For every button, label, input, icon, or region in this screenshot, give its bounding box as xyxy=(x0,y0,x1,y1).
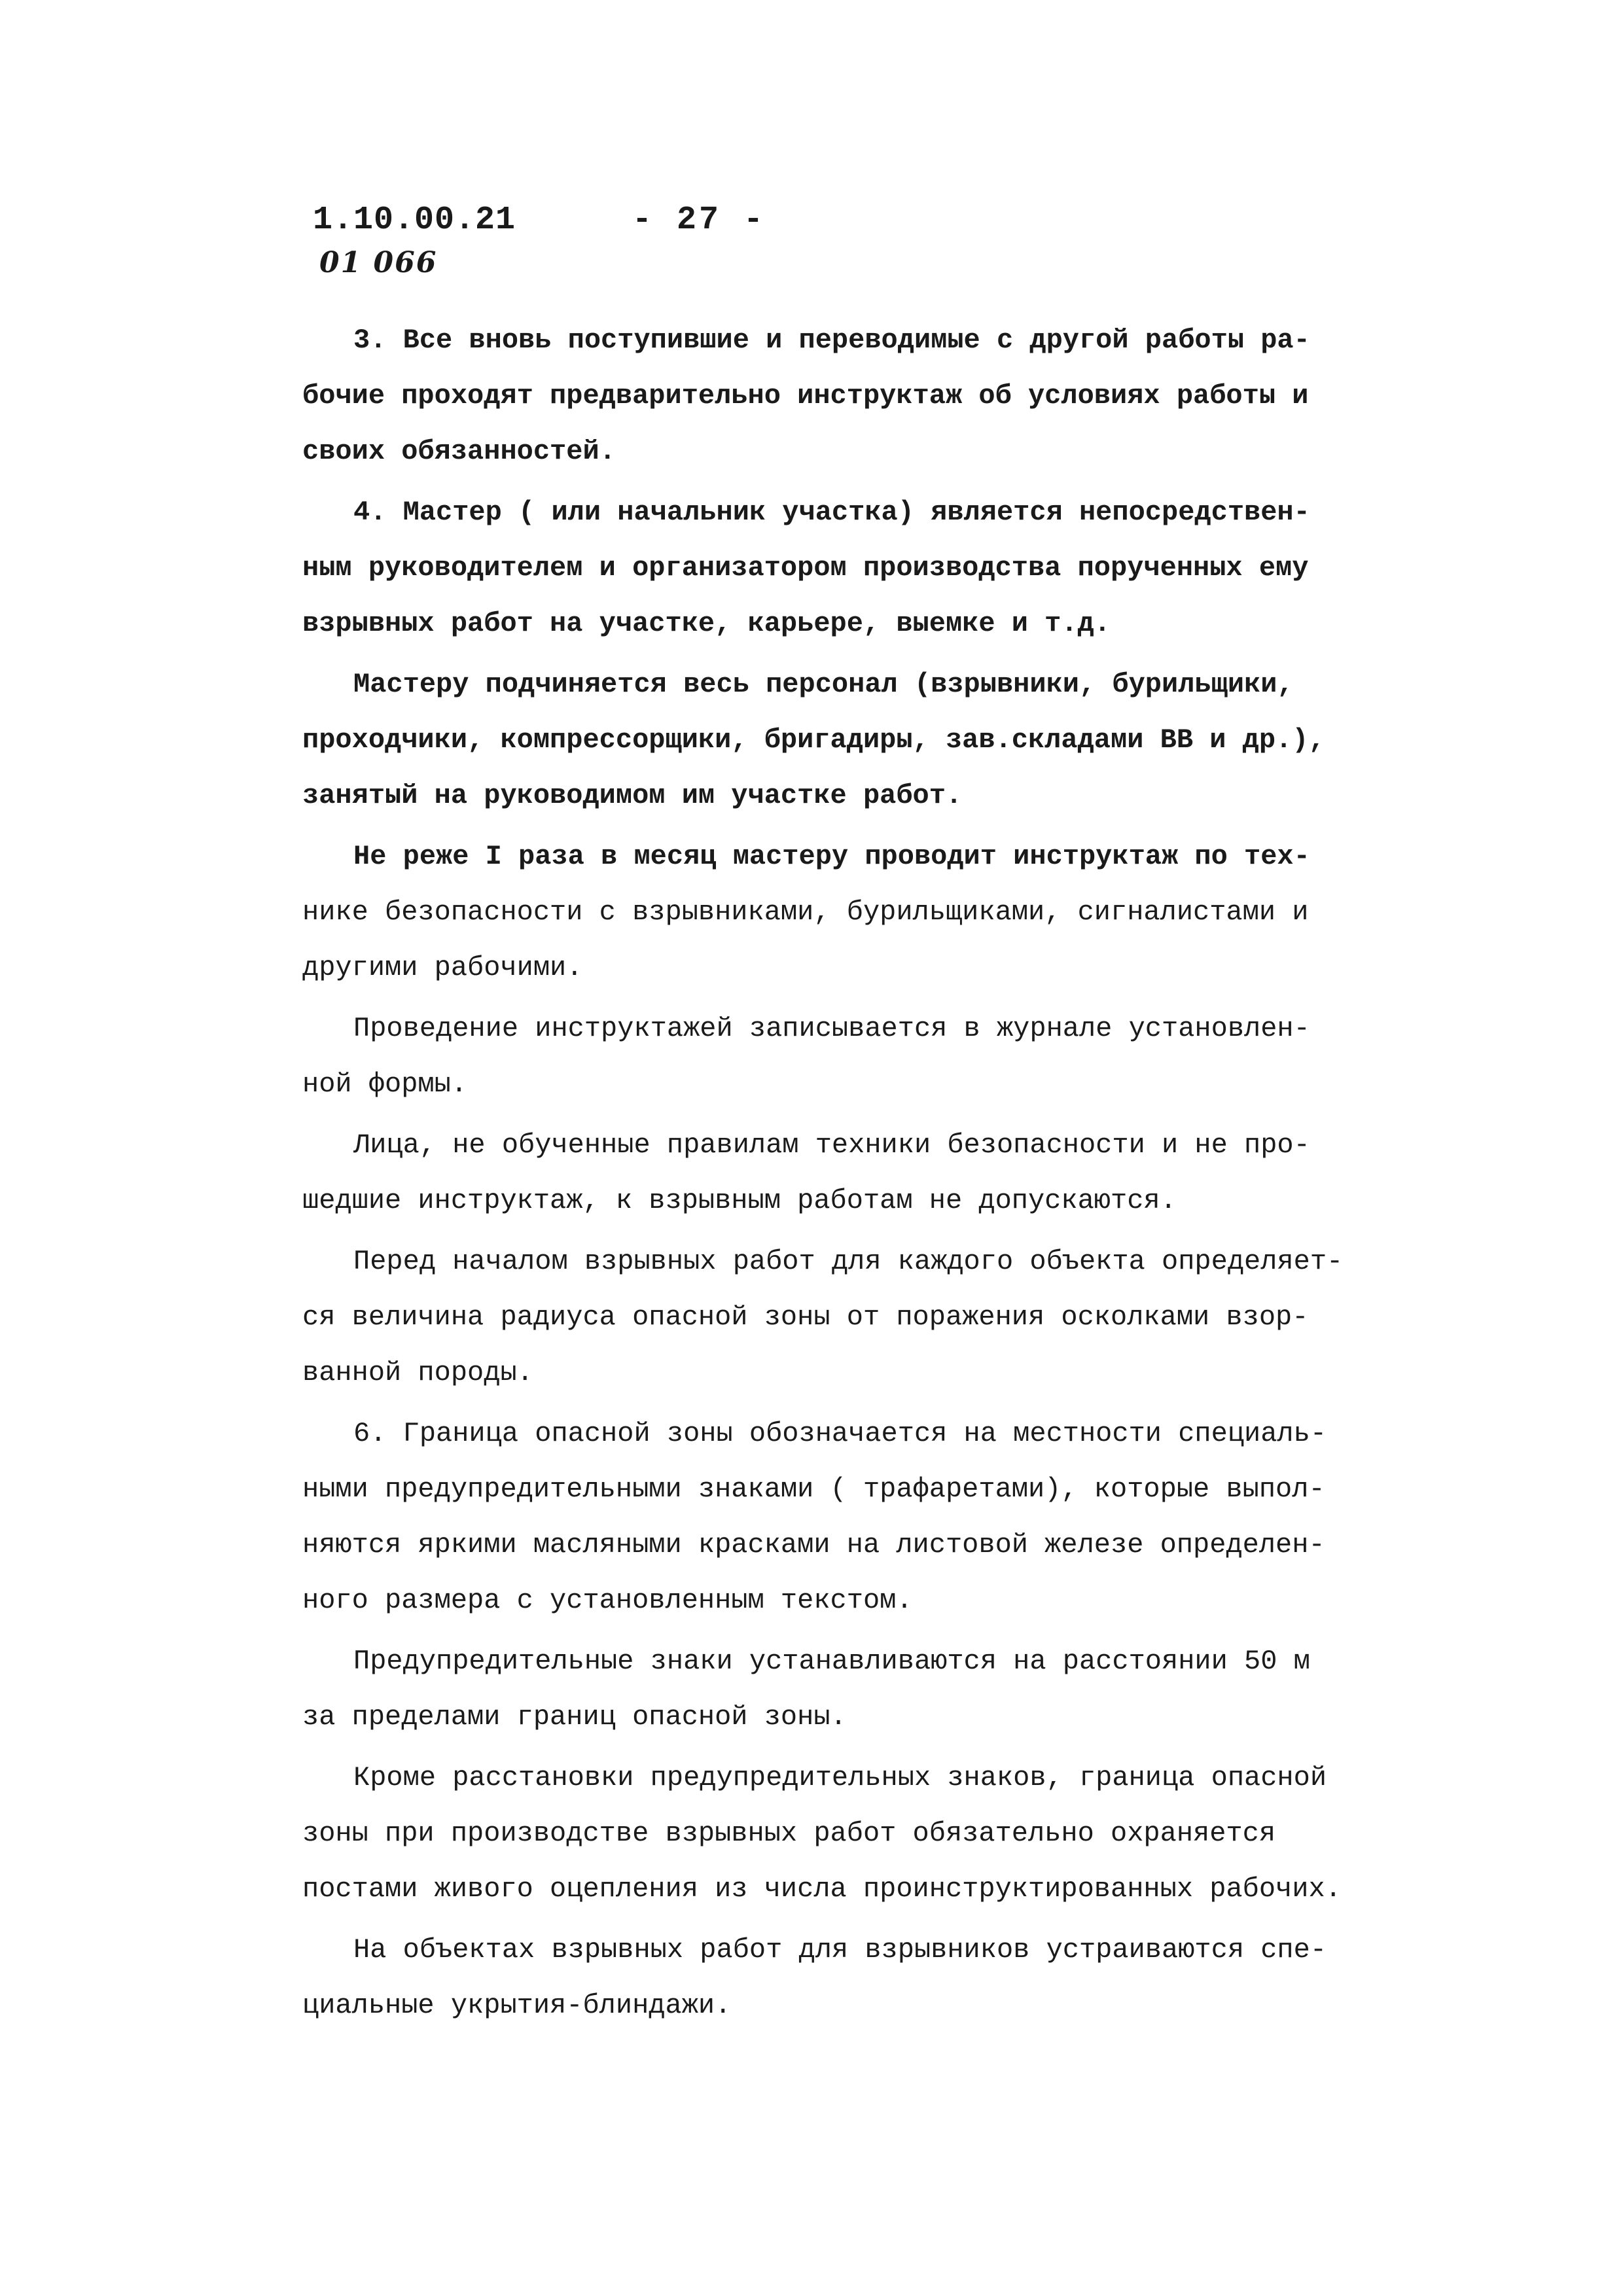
text-line: Предупредительные знаки устанавливаются на расстоянии 50 м xyxy=(353,1646,1310,1677)
text-line: ного размера с установленным текстом. xyxy=(302,1585,913,1616)
document-code: 1.10.00.21 xyxy=(313,202,516,239)
text-line: ным руководителем и организатором производства порученных ему xyxy=(302,552,1309,584)
text-line: постами живого оцепления из числа проинструктированных рабочих. xyxy=(302,1873,1342,1905)
text-line: бочие проходят предварительно инструктаж об условиях работы и xyxy=(302,380,1309,412)
text-line: другими рабочими. xyxy=(302,952,583,983)
handwritten-note: 01 066 xyxy=(319,246,438,279)
text-line: ной формы. xyxy=(302,1069,468,1100)
text-line: няются яркими масляными красками на листовой железе определен- xyxy=(302,1529,1325,1561)
text-line: 4. Мастер ( или начальник участка) является непосредствен- xyxy=(353,497,1310,528)
text-line: взрывных работ на участке, карьере, выемке и т.д. xyxy=(302,608,1111,639)
text-line: циальные укрытия-блиндажи. xyxy=(302,1990,732,2021)
text-line: 6. Граница опасной зоны обозначается на местности специаль- xyxy=(353,1418,1327,1449)
text-line: Лица, не обученные правилам техники безопасности и не про- xyxy=(353,1129,1310,1161)
page-number: - 27 - xyxy=(632,202,766,239)
text-line: Кроме расстановки предупредительных знаков, граница опасной xyxy=(353,1762,1327,1793)
document-body xyxy=(302,313,1389,2034)
text-line: ванной породы. xyxy=(302,1357,533,1388)
text-line: Мастеру подчиняется весь персонал (взрывники, бурильщики, xyxy=(353,669,1294,700)
text-line: Проведение инструктажей записывается в журнале установлен- xyxy=(353,1013,1310,1044)
text-line: нике безопасности с взрывниками, бурильщиками, сигналистами и xyxy=(302,896,1309,928)
text-line: шедшие инструктаж, к взрывным работам не допускаются. xyxy=(302,1185,1177,1216)
text-line: На объектах взрывных работ для взрывников устраиваются спе- xyxy=(353,1934,1327,1966)
text-line: Не реже I раза в месяц мастеру проводит инструктаж по тех- xyxy=(353,841,1310,872)
text-line: 3. Все вновь поступившие и переводимые с другой работы ра- xyxy=(353,325,1310,356)
text-line: занятый на руководимом им участке работ. xyxy=(302,780,963,811)
text-line: ными предупредительными знаками ( трафаретами), которые выпол- xyxy=(302,1474,1325,1505)
text-line: своих обязанностей. xyxy=(302,436,616,467)
text-line: Перед началом взрывных работ для каждого объекта определяет- xyxy=(353,1246,1344,1277)
text-line: ся величина радиуса опасной зоны от поражения осколками взор- xyxy=(302,1301,1309,1333)
text-line: за пределами границ опасной зоны. xyxy=(302,1701,847,1733)
text-line: зоны при производстве взрывных работ обязательно охраняется xyxy=(302,1818,1276,1849)
text-line: проходчики, компрессорщики, бригадиры, зав.складами ВВ и др.), xyxy=(302,724,1325,756)
